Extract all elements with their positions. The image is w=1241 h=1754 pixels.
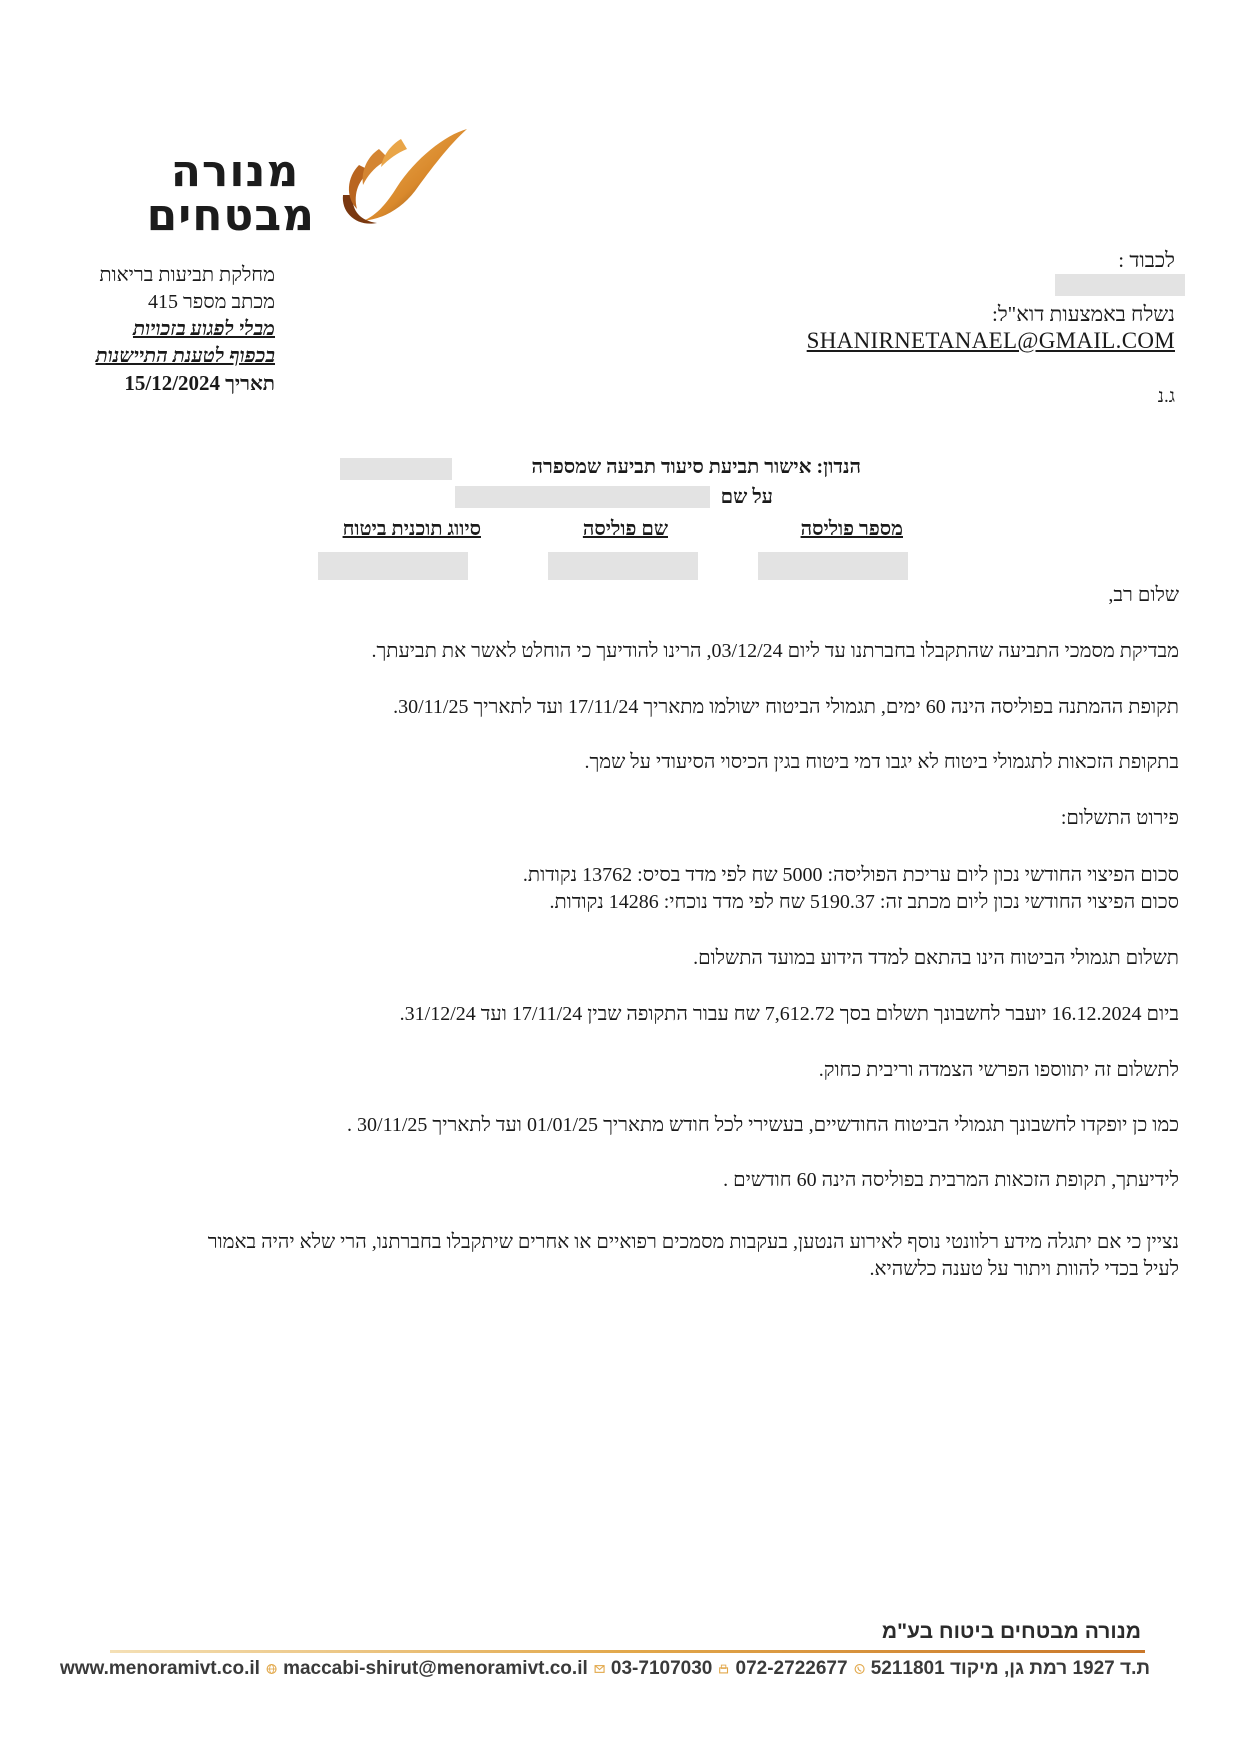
on-name-label: על שם — [720, 486, 773, 508]
footer-contacts — [60, 1658, 1150, 1680]
column-policy-name: שם פוליסה — [582, 518, 668, 540]
footer-divider — [110, 1650, 1145, 1653]
paragraph-disclaimer-line1: נציין כי אם יתגלה מידע רלוונטי נוסף לאירוע הנטען, בעקבות מסמכים רפואיים או אחרים שיתקבלו בחברתנו, הרי שלא יהיה באמור — [207, 1231, 1179, 1253]
policy-number-redacted — [758, 552, 908, 580]
without-prejudice-notice: מבלי לפגוע בזכויות — [132, 318, 275, 340]
footer-email[interactable]: maccabi-shirut@menoramivt.co.il — [283, 1658, 588, 1679]
footer-phone[interactable]: 03-7107030 — [610, 1658, 713, 1679]
letter-date — [60, 370, 275, 398]
footer-company-name: מנורה מבטחים ביטוח בע"מ — [881, 1620, 1141, 1643]
globe-icon — [266, 1659, 277, 1679]
date-value: 15/12/2024 — [124, 371, 221, 395]
greeting-abbrev: ג.נ — [1157, 386, 1175, 407]
column-plan-classification: סיווג תוכנית ביטוח — [342, 518, 481, 540]
envelope-icon — [594, 1659, 605, 1679]
department-name: מחלקת תביעות בריאות — [99, 264, 275, 286]
paragraph-index-note: תשלום תגמולי הביטוח הינו בהתאם למדד הידוע במועד התשלום. — [693, 947, 1179, 969]
footer-website[interactable]: www.menoramivt.co.il — [60, 1658, 260, 1679]
date-label: תאריך — [225, 373, 275, 395]
policy-name-redacted — [548, 552, 698, 580]
salutation: שלום רב, — [1108, 584, 1179, 606]
logo-line-1: מנורה — [170, 146, 300, 197]
column-policy-number: מספר פוליסה — [800, 518, 903, 540]
paragraph-payment-transfer: ביום 16.12.2024 יועבר לחשבונך תשלום בסך 7,612.72 שח עבור התקופה שבין 17/11/24 ועד 31/12/24. — [399, 1003, 1179, 1025]
paragraph-waiting-period: תקופת ההמתנה בפוליסה הינה 60 ימים, תגמולי הביטוח ישולמו מתאריך 17/11/24 ועד לתאריך 30/11/25. — [393, 696, 1179, 718]
recipient-name-redacted — [1055, 274, 1185, 296]
paragraph-premium-waiver: בתקופת הזכאות לתגמולי ביטוח לא יגבו דמי ביטוח בגין הכיסוי הסיעודי על שמך. — [584, 751, 1179, 773]
phone-icon — [854, 1659, 865, 1679]
recipient-email[interactable]: SHANIRNETANAEL@GMAIL.COM — [806, 328, 1175, 353]
paragraph-base-compensation: סכום הפיצוי החודשי נכון ליום עריכת הפוליסה: 5000 שח לפי מדד בסיס: 13762 נקודות. — [522, 864, 1179, 886]
fax-icon — [718, 1659, 729, 1679]
subject-line — [532, 456, 861, 479]
plan-classification-redacted — [318, 552, 468, 580]
paragraph-claim-approval: מבדיקת מסמכי התביעה שהתקבלו בחברתנו עד ליום 03/12/24, הרינו להודיעך כי הוחלט לאשר את תביעתך. — [371, 640, 1179, 662]
sent-via-label: נשלח באמצעות דוא"ל: — [992, 302, 1175, 326]
sender-block — [60, 262, 275, 398]
claim-number-redacted — [340, 458, 452, 480]
footer-fax[interactable]: 072-2722677 — [735, 1658, 848, 1679]
letter-number: מכתב מספר 415 — [147, 291, 275, 313]
paragraph-current-compensation: סכום הפיצוי החודשי נכון ליום מכתב זה: 5190.37 שח לפי מדד נוכחי: 14286 נקודות. — [549, 891, 1179, 913]
logo-line-2: מבטחים — [146, 190, 315, 241]
paragraph-disclaimer-line2: לעיל בכדי להוות ויתור על טענה כלשהיא. — [869, 1258, 1179, 1280]
logo-wordmark — [146, 146, 315, 241]
footer-address: ת.ד 1927 רמת גן, מיקוד 5211801 — [870, 1658, 1151, 1679]
paragraph-linkage-interest: לתשלום זה יתווספו הפרשי הצמדה וריבית כחוק. — [818, 1059, 1179, 1081]
insured-name-redacted — [455, 486, 710, 508]
logo-swoosh-icon — [335, 125, 470, 235]
paragraph-max-period: לידיעתך, תקופת הזכאות המרבית בפוליסה הינה 60 חודשים . — [723, 1169, 1179, 1191]
subject-text: אישור תביעת סיעוד תביעה שמספרה — [531, 456, 812, 478]
to-label: לכבוד : — [1118, 248, 1175, 272]
paragraph-monthly-deposits: כמו כן יופקדו לחשבונך תגמולי הביטוח החודשיים, בעשירי לכל חודש מתאריך 01/01/25 ועד לתאריך 30/11/25 . — [347, 1114, 1179, 1136]
limitation-notice: בכפוף לטענת התיישנות — [95, 345, 275, 367]
subject-label: הנדון: — [816, 456, 861, 478]
paragraph-payment-details-heading: פירוט התשלום: — [1060, 807, 1179, 829]
